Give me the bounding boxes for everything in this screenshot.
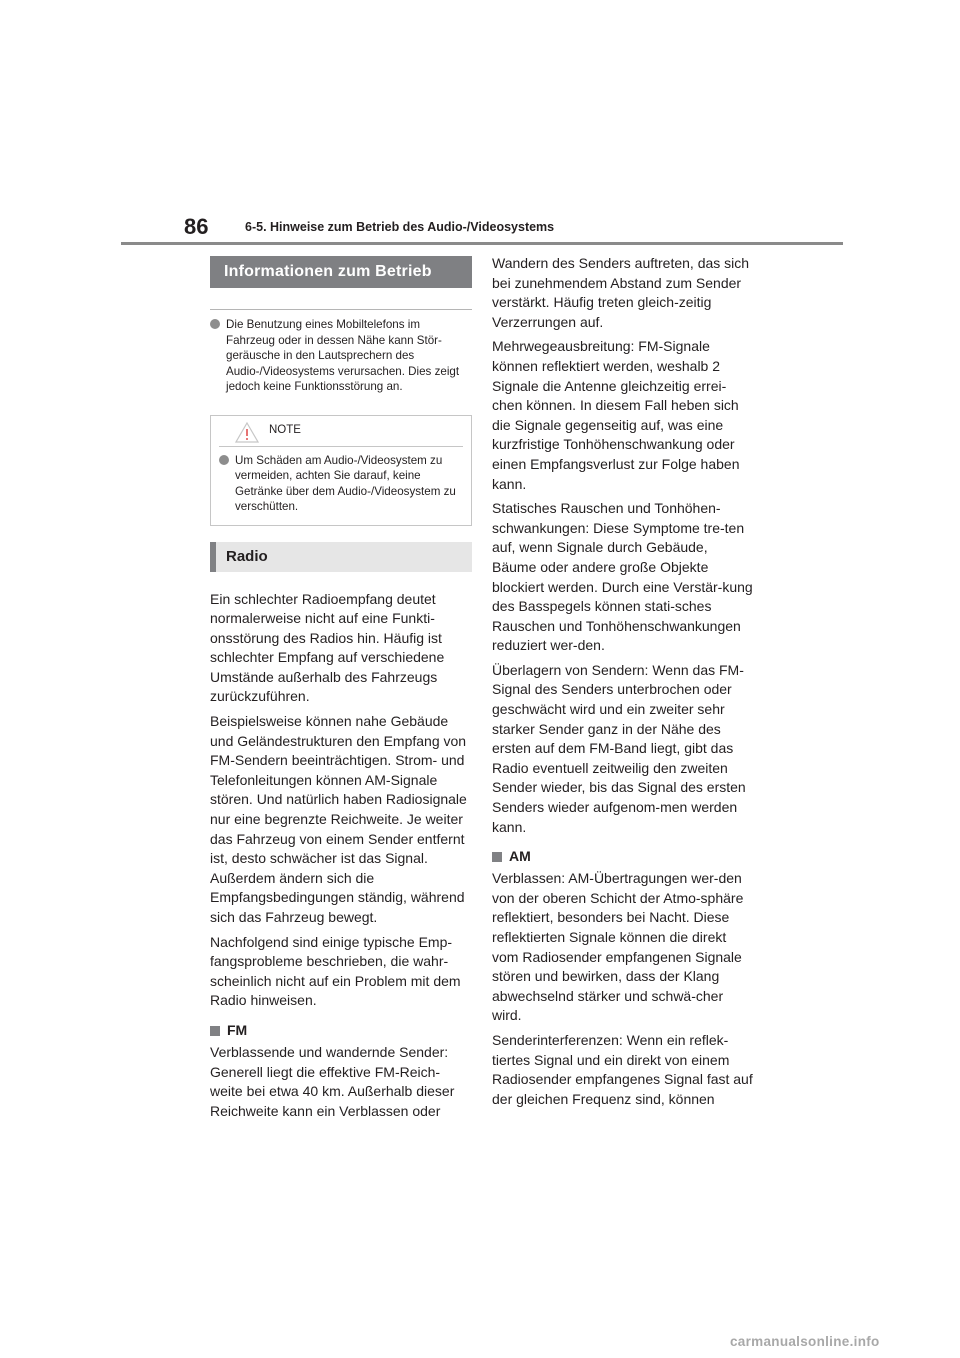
paragraph: Ein schlechter Radioempfang deutet normalerweise nicht auf eine Funkti-onsstörung des Radios hin. Häufig ist schlechter Empfang auf verschiedene Umstände außerhalb des Fahrzeugs zurückzuführen. [210,590,445,705]
left-column [210,256,472,1121]
fm-heading [210,1021,472,1040]
paragraph: Senderinterferenzen: Wenn ein reflek-tiertes Signal und ein direkt von einem Radiosender empfangenes Signal fast auf der gleichen Frequenz sind, können [492,1031,753,1107]
info-bullet [210,317,472,395]
am-heading-text: AM [509,848,531,865]
page-number: 86 [184,214,209,239]
bullet-dot-icon [210,319,220,329]
right-column [492,254,754,1109]
square-bullet-icon [492,852,502,862]
paragraph: Nachfolgend sind einige typische Emp-fangsprobleme beschrieben, die wahr-scheinlich nicht auf ein Problem mit dem Radio hinweisen. [210,933,461,1009]
paragraph: Statisches Rauschen und Tonhöhen-schwankungen: Diese Symptome tre-ten auf, wenn Signale durch Gebäude, Bäume oder andere große Objekte blockiert werden. Durch eine Verstär-kung des Basspegels können stati-sches Rauschen und Tonhöhenschwankungen reduziert wer-den. [492,500,753,654]
section-title: 6-5. Hinweise zum Betrieb des Audio-/Videosystems [245,220,555,234]
note-header [219,416,463,447]
section-banner: Informationen zum Betrieb [210,256,472,288]
info-bullet-text: Die Benutzung eines Mobiltelefons im Fahrzeug oder in dessen Nähe kann Stör-geräusche in den Lautsprechern des Audio-/Videosystems verursachen. Dies zeigt jedoch keine Funktionsstörung an. [226,318,460,393]
paragraph: Verblassen: AM-Übertragungen wer-den von der oberen Schicht der Atmo-sphäre reflektiert, besonders bei Nacht. Diese reflektierten Signale können die direkt vom Radiosender empfangenen Signale stören und bewirken, dass der Klang abwechselnd stärker und schwä-cher wird. [492,870,744,1024]
banner-divider [210,309,472,310]
warning-icon [235,422,259,443]
note-bullet [219,453,463,515]
paragraph: Überlagern von Sendern: Wenn das FM-Signal des Senders unterbrochen oder geschwächt wird und ein zweiter sehr starker Sender ganz in der Nähe des ersten auf dem FM-Band liegt, gibt das Radio eventuell zeitweilig den zweiten Sender wieder, bis das Signal des ersten Senders wieder aufgenom-men werden kann. [492,661,746,835]
am-heading [492,847,754,866]
note-label: NOTE [269,423,301,436]
radio-heading: Radio [210,542,472,572]
paragraph: Verblassende und wandernde Sender: Generell liegt die effektive FM-Reich-weite bei etwa 40 km. Außerhalb dieser Reichweite kann ein Verblassen oder [210,1043,455,1119]
note-box [210,415,472,526]
paragraph: Wandern des Senders auftreten, das sich bei zunehmendem Abstand zum Sender verstärkt. Häufig treten gleich-zeitig Verzerrungen auf. [492,255,750,330]
paragraph: Mehrwegeausbreitung: FM-Signale können reflektiert werden, weshalb 2 Signale die Antenne gleichzeitig errei-chen können. In diesem Fall heben sich die Signale gegenseitig auf, was eine kurzfristige Tonhöhenschwankung oder einen Empfangsverlust zur Folge haben kann. [492,338,740,492]
note-bullet-text: Um Schäden am Audio-/Videosystem zu vermeiden, achten Sie darauf, keine Getränke über dem Audio-/Videosystem zu verschütten. [235,453,456,513]
bullet-dot-icon [219,455,229,465]
fm-heading-text: FM [227,1021,248,1038]
paragraph: Beispielsweise können nahe Gebäude und Geländestrukturen den Empfang von FM-Sendern beeinträchtigen. Strom- und Telefonleitungen können AM-Signale stören. Und natürlich haben Radiosignale nur eine begrenzte Reichweite. Je weiter das Fahrzeug von einem Sender entfernt ist, desto schwächer ist das Signal. Außerdem ändern sich die Empfangsbedingungen ständig, während sich das Fahrzeug bewegt. [210,713,467,925]
watermark: carmanualsonline.info [730,1334,880,1349]
square-bullet-icon [210,1026,220,1036]
header-divider [121,242,843,245]
